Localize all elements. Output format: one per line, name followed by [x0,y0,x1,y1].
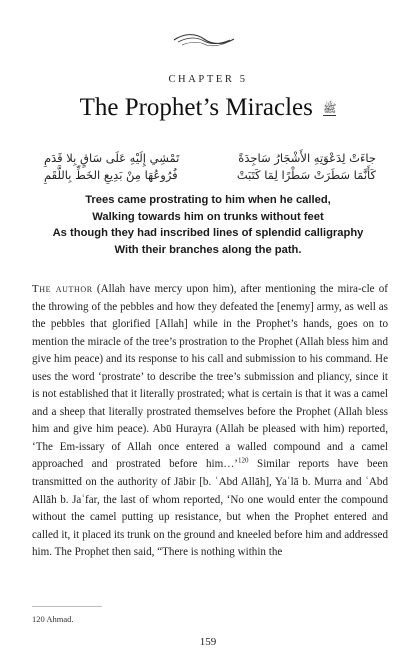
poem-translation [0,192,416,258]
footnote-reference[interactable]: 120 [238,456,249,465]
chapter-title-text: The Prophet’s Miracles [79,94,313,121]
poem-line: As though they had inscribed lines of splendid calligraphy [52,227,364,239]
poem-line: With their branches along the path. [114,243,302,256]
footnote: 120 Ahmad. [32,614,74,624]
chapter-label: CHAPTER 5 [168,74,248,85]
poem-line: Trees came prostrating to him when he called, [85,194,331,206]
body-text-part: (Allah have mercy upon him), after mentioning the mira-cle of the throwing of the pebbles and how they defeated the [enemy] army, as well as the pebbles that glorified [Allah] while in the Prophet’s hands, goes on to mention the miracle of the tree’s prostration to the Prophet (Allah bless him and give him peace) and its response to his call and submission to his command. He uses the word ‘prostrate’ to describe the tree’s submission and pliancy, since it is not established that it literally prostrated; what is certain is that it was a camel and a sheep that literally prostrated themselves before the Prophet (Allah bless him and give him peace). Abū Hurayra (Allah be pleased with him) reported, ‘The Em-issary of Allah once entered a walled compound and a camel approached and prostrated before him…’ [32,283,389,471]
arabic-hemistich: تَمْشِي إِلَيْهِ عَلَى سَاقٍ بِلا قَدَمِ [44,151,180,165]
body-paragraph [32,281,388,562]
chapter-title [0,94,416,122]
arabic-verse-line [44,167,376,184]
page-number: 159 [199,636,217,648]
decorative-flourish-icon [170,30,238,50]
arabic-hemistich: جاءَتْ لِدَعْوَتِهِ الأَشْجَارُ سَاجِدَةً [238,151,376,165]
paragraph-lead: The author [32,283,93,295]
arabic-hemistich: كَأَنَّمَا سَطَرَتْ سَطْرًا لِمَا كَتَبَتْ [236,168,376,182]
arabic-hemistich: فُرُوعُهَا مِنْ بَدِيعِ الخَطِّ بِاللَّقَمِ [44,168,178,182]
honorific-calligraphy: ﷺ [323,101,337,115]
body-text-part: Similar reports have been transmitted on the authority of Jābir [b. ʿAbd Allāh], Yaʿlā b. Murra and ʿAbd Allāh b. Jaʿfar, the last of whom reported, ‘No one would enter the compound without the camel putting up resistance, but when the Prophet entered and called it, it placed its trunk on the ground and kneeled before him and addressed him. The Prophet then said, “There is nothing within the [32,458,388,559]
footnote-divider [32,606,102,607]
arabic-verse [44,150,376,184]
arabic-verse-line [44,150,376,167]
poem-line: Walking towards him on trunks without feet [92,210,324,223]
